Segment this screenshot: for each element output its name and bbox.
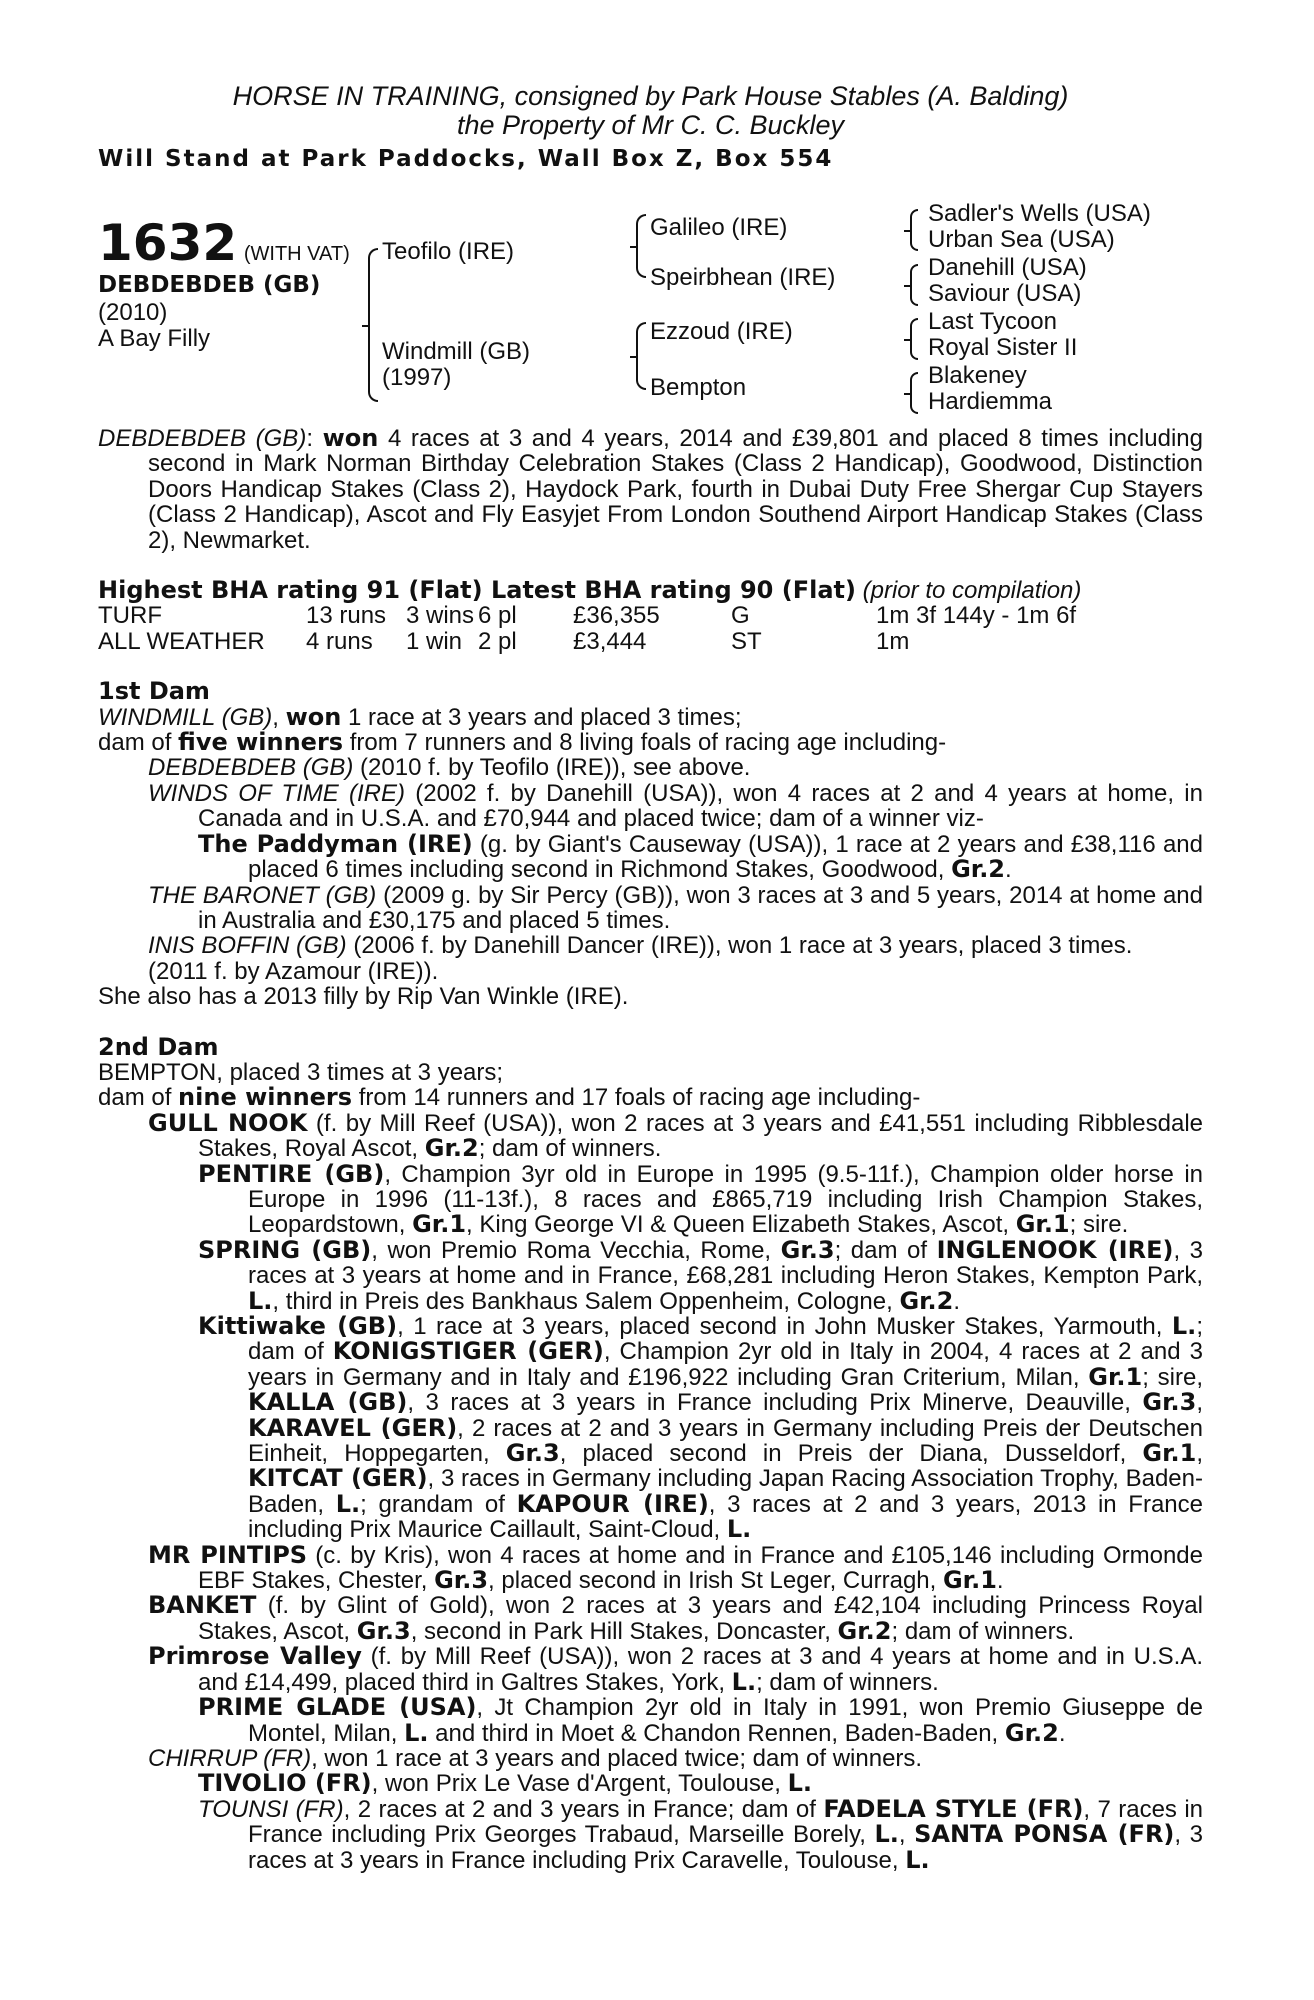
summary-horse-name: DEBDEBDEB (GB) (98, 425, 307, 452)
g-bracket-3 (910, 318, 918, 360)
g-bracket-4 (910, 372, 918, 414)
catalogue-page (98, 82, 1203, 1873)
pedigree-dam-sire: Ezzoud (IRE) (650, 318, 793, 345)
produce-item: DEBDEBDEB (GB) (2010 f. by Teofilo (IRE)), see above. (148, 754, 751, 782)
pedigree-g3: Danehill (USA) (928, 254, 1087, 281)
produce-item: Primrose Valley (f. by Mill Reef (USA)), won 2 races at 3 and 4 years at home and in U.S.A. and £14,499, placed third in Galtres Stakes, York, L.; dam of winners. (148, 1642, 1203, 1696)
produce-item: THE BARONET (GB) (2009 g. by Sir Percy (GB)), won 3 races at 3 and 5 years, 2014 at home and in Australia and £30,175 and placed 5 times. (148, 881, 1203, 934)
lot-number-line (98, 214, 350, 272)
second-dam-produce-line: dam of nine winners from 14 runners and 17 foals of racing age including- (98, 1083, 921, 1112)
produce-item: PENTIRE (GB), Champion 3yr old in Europe in 1995 (9.5-11f.), Champion older horse in Europe in 1996 (11-13f.), 8 races and £865,719 including Irish Champion Stakes, Leopardstown, Gr.1, King George VI & Queen Elizabeth Stakes, Ascot, Gr.1; sire. (198, 1159, 1203, 1239)
second-dam-heading: 2nd Dam (98, 1032, 219, 1061)
pedigree-g8: Hardiemma (928, 388, 1053, 415)
sire-dam-bracket (368, 248, 378, 402)
produce-item: TIVOLIO (FR), won Prix Le Vase d'Argent, Toulouse, L. (198, 1769, 813, 1798)
owner-line: the Property of Mr C. C. Buckley (456, 110, 845, 140)
pedigree-g7: Blakeney (928, 362, 1027, 389)
pedigree-g5: Last Tycoon (928, 308, 1057, 335)
consignor-line: HORSE IN TRAINING, consigned by Park House Stables (A. Balding) (232, 81, 1069, 111)
produce-item: Kittiwake (GB), 1 race at 3 years, placed second in John Musker Stakes, Yarmouth, L.; dam of KONIGSTIGER (GER), Champion 2yr old in Italy in 2004, 4 races at 2 and 3 years in Germany and in Italy and £196,922 including Gran Criterium, Milan, Gr.1; sire, KALLA (GB), 3 races at 3 years in France including Prix Minerve, Deauville, Gr.3, KARAVEL (GER), 2 races at 2 and 3 years in Germany including Preis der Deutschen Einheit, Hoppegarten, Gr.3, placed second in Preis der Diana, Dusseldorf, Gr.1, KITCAT (GER), 3 races in Germany including Japan Racing Association Trophy, Baden-Baden, L.; grandam of KAPOUR (IRE), 3 races at 2 and 3 years, 2013 in France including Prix Maurice Caillault, Saint-Cloud, L. (198, 1312, 1204, 1544)
race-summary: DEBDEBDEB (GB): won 4 races at 3 and 4 years, 2014 and £39,801 and placed 8 times including second in Mark Norman Birthday Celebration Stakes (Class 2 Handicap), Goodwood, Distinction Doors Handicap Stakes (Class 2), Haydock Park, fourth in Dubai Duty Free Shergar Cup Stayers (Class 2 Handicap), Ascot and Fly Easyjet From London Southend Airport Handicap Stakes (Class 2), Newmarket. (98, 424, 1203, 554)
dam-parents-bracket (636, 322, 646, 390)
pedigree-sire-sire: Galileo (IRE) (650, 214, 788, 241)
pedigree-block (98, 200, 1203, 426)
pedigree-sire: Teofilo (IRE) (382, 238, 515, 265)
pedigree-dam-year: (1997) (382, 364, 452, 391)
horse-description: A Bay Filly (98, 325, 211, 352)
pedigree-g4: Saviour (USA) (928, 280, 1082, 307)
produce-note: She also has a 2013 filly by Rip Van Winkle (IRE). (98, 983, 629, 1011)
produce-item: SPRING (GB), won Premio Roma Vecchia, Rome, Gr.3; dam of INGLENOOK (IRE), 3 races at 3 years at home and in France, £68,281 including Heron Stakes, Kempton Park, L., third in Preis des Bankhaus Salem Oppenheim, Cologne, Gr.2. (198, 1235, 1204, 1315)
produce-item: The Paddyman (IRE) (g. by Giant's Causeway (USA)), 1 race at 2 years and £38,116 and placed 6 times including second in Richmond Stakes, Goodwood, Gr.2. (198, 829, 1203, 884)
g-bracket-2 (910, 264, 918, 306)
produce-item: PRIME GLADE (USA), Jt Champion 2yr old in Italy in 1991, won Premio Giuseppe de Montel, Milan, L. and third in Moet & Chandon Rennen, Baden-Baden, Gr.2. (198, 1693, 1204, 1747)
sire-parents-bracket (636, 214, 646, 278)
produce-item: GULL NOOK (f. by Mill Reef (USA)), won 2 races at 3 years and £41,551 including Ribblesdale Stakes, Royal Ascot, Gr.2; dam of winners. (148, 1108, 1203, 1163)
pedigree-g1: Sadler's Wells (USA) (928, 200, 1151, 227)
vat-label: (WITH VAT) (243, 243, 350, 265)
second-dam-line: BEMPTON, placed 3 times at 3 years; (98, 1058, 504, 1086)
pedigree-dam: Windmill (GB) (382, 338, 530, 365)
horse-year: (2010) (98, 299, 168, 326)
horse-name: DEBDEBDEB (GB) (98, 272, 321, 298)
g-bracket-1 (910, 209, 918, 251)
produce-item: (2011 f. by Azamour (IRE)). (148, 957, 439, 985)
stable-location: Will Stand at Park Paddocks, Wall Box Z, Box 554 (98, 146, 834, 172)
produce-item: TOUNSI (FR), 2 races at 2 and 3 years in France; dam of FADELA STYLE (FR), 7 races in France including Prix Georges Trabaud, Marseille Borely, L., SANTA PONSA (FR), 3 races at 3 years in France including Prix Caravelle, Toulouse, L. (198, 1794, 1204, 1874)
bha-rating: Highest BHA rating 91 (Flat) Latest BHA rating 90 (Flat) (prior to compilation) (98, 576, 1082, 605)
pedigree-sire-dam: Speirbhean (IRE) (650, 264, 836, 291)
produce-item: CHIRRUP (FR), won 1 race at 3 years and placed twice; dam of winners. (148, 1744, 923, 1772)
produce-item: INIS BOFFIN (GB) (2006 f. by Danehill Dancer (IRE)), won 1 race at 3 years, placed 3 times. (148, 932, 1133, 960)
first-dam-heading: 1st Dam (98, 677, 210, 706)
pedigree-dam-dam: Bempton (650, 374, 747, 401)
produce-item: BANKET (f. by Glint of Gold), won 2 races at 3 years and £42,104 including Princess Royal Stakes, Ascot, Gr.3, second in Park Hill Stakes, Doncaster, Gr.2; dam of winners. (148, 1591, 1203, 1645)
produce-item: MR PINTIPS (c. by Kris), won 4 races at home and in France and £105,146 including Ormonde EBF Stakes, Chester, Gr.3, placed second in Irish St Leger, Curragh, Gr.1. (148, 1540, 1204, 1595)
lot-number: 1632 (98, 214, 238, 272)
runs-table-row: TURF 13 runs 3 wins 6 pl £36,355 G 1m 3f 144y - 1m 6f (98, 602, 1077, 630)
first-dam-line: WINDMILL (GB), won 1 race at 3 years and placed 3 times; (98, 702, 742, 731)
pedigree-g2: Urban Sea (USA) (928, 226, 1115, 253)
first-dam-produce-line: dam of five winners from 7 runners and 8 living foals of racing age including- (98, 728, 947, 757)
produce-item: WINDS OF TIME (IRE) (2002 f. by Danehill (USA)), won 4 races at 2 and 4 years at home, in Canada and in U.S.A. and £70,944 and placed twice; dam of a winner viz- (148, 779, 1203, 833)
pedigree-g6: Royal Sister II (928, 334, 1078, 361)
runs-table-row: ALL WEATHER 4 runs 1 win 2 pl £3,444 ST 1m (98, 627, 910, 655)
